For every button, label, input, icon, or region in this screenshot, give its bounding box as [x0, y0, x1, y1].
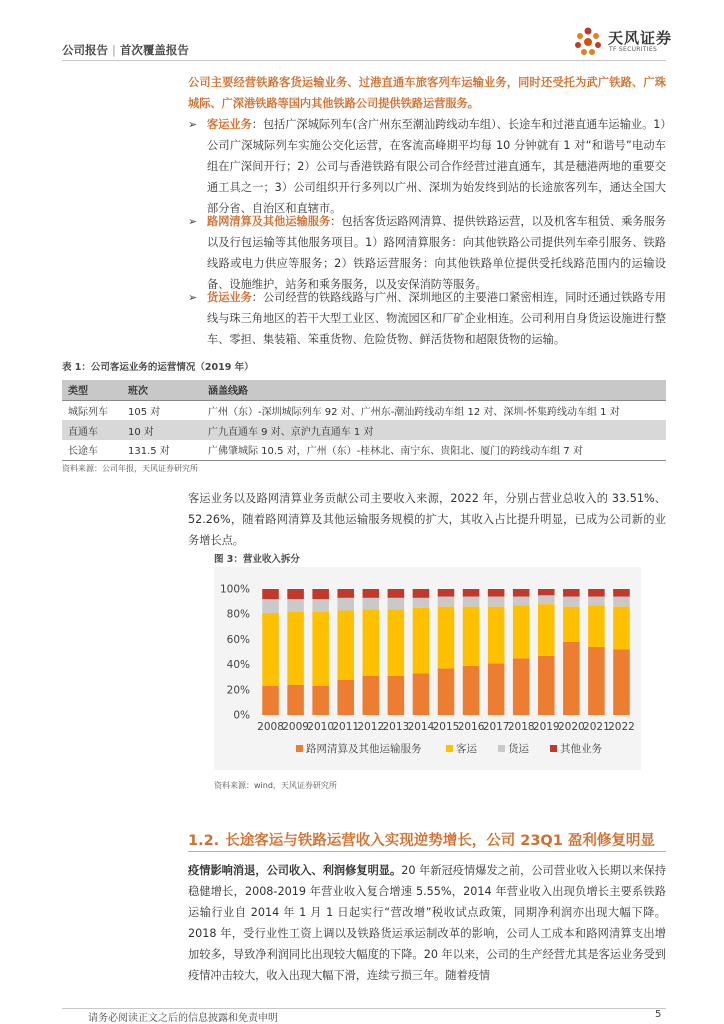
x-tick-label: 2022 [608, 721, 635, 733]
bar-segment [262, 589, 279, 599]
bar-segment [563, 597, 580, 607]
y-tick-label: 80% [226, 608, 250, 621]
bar-segment [388, 676, 405, 715]
bullet-lead: 客运业务 [207, 118, 252, 131]
intro-paragraph: 公司主要经营铁路客货运输业务、过港直通车旅客列车运输业务，同时还受托为武广铁路、广珠城际、广深港铁路等国内其他铁路公司提供铁路运营服务。 [188, 76, 666, 110]
bar-segment [538, 656, 555, 715]
section-number: 1.2. [188, 833, 220, 849]
bar-segment [363, 598, 380, 609]
x-tick-label: 2010 [307, 721, 335, 733]
report-subcategory: 首次覆盖报告 [119, 43, 189, 57]
x-tick-label: 2017 [482, 721, 510, 733]
bar-segment [488, 607, 505, 664]
x-tick-label: 2013 [382, 721, 410, 733]
legend-swatch [550, 745, 557, 752]
x-tick-label: 2019 [532, 721, 560, 733]
table-cell: 直通车 [62, 420, 122, 440]
bar-segment [513, 589, 530, 597]
legend-label: 客运 [456, 743, 477, 755]
bar-segment [613, 649, 630, 715]
bar-segment [563, 642, 580, 715]
bar-segment [388, 598, 405, 609]
bar-segment [388, 609, 405, 676]
table-header-cell: 类型 [62, 380, 122, 400]
bar-segment [488, 597, 505, 607]
bar-segment [413, 598, 430, 608]
bar-segment [312, 599, 329, 612]
report-category: 公司报告 [62, 43, 108, 57]
section-heading [188, 829, 655, 850]
passenger-operations-table [62, 380, 666, 461]
legend-label: 其他业务 [560, 743, 602, 755]
bar-segment [363, 609, 380, 676]
bullet-arrow-icon: ➢ [188, 118, 198, 131]
logo-flower-icon [571, 24, 605, 58]
legend-label: 路网清算及其他运输服务 [306, 743, 422, 755]
x-tick-label: 2018 [507, 721, 535, 733]
legend-swatch [498, 745, 505, 752]
bar-segment [438, 607, 455, 669]
figure-title: 图 3：营业收入拆分 [214, 554, 300, 565]
bar-segment [538, 589, 555, 595]
bar-segment [337, 680, 354, 715]
bar-segment [513, 597, 530, 606]
bar-segment [363, 589, 380, 598]
bullet-arrow-icon: ➢ [188, 291, 198, 304]
report-type-header [62, 42, 189, 58]
bar-segment [588, 597, 605, 606]
bar-segment [488, 589, 505, 597]
header-divider [62, 60, 666, 61]
y-tick-label: 40% [226, 659, 250, 672]
bar-segment [513, 658, 530, 715]
x-tick-label: 2012 [357, 721, 385, 733]
bar-segment [613, 607, 630, 650]
table-cell: 105 对 [122, 400, 202, 420]
bar-segment [563, 589, 580, 597]
bar-segment [413, 589, 430, 598]
paragraph-lead: 疫情影响消退，公司收入、利润修复明显。 [188, 864, 402, 877]
bar-segment [312, 612, 329, 686]
table-row [62, 420, 666, 440]
table-header-row [62, 380, 666, 400]
bar-segment [463, 589, 480, 597]
x-tick-label: 2015 [432, 721, 460, 733]
page-number: 5 [655, 1009, 662, 1020]
bullet-text: ：包括客货运路网清算、提供铁路运营，以及机客车租赁、乘务服务以及行包运输等其他服务项目。1）路网清算服务：向其他铁路公司提供列车牵引服务、铁路线路或电力供应等服务；2）铁路运营服务：向其他铁路单位提供受托线路范围内的运输设备、设施维护，站务和乘务服务，以及安保消防等服务。 [207, 215, 666, 291]
chart-canvas [214, 567, 641, 770]
bullet-text: ：公司经营的铁路线路与广州、深圳地区的主要港口紧密相连，同时还通过铁路专用线与珠三角地区的若干大型工业区、物流园区和厂矿企业相连。公司利用自身货运设施进行整车、零担、集装箱、笨重货物、危险货物、鲜活货物和超限货物的运输。 [207, 291, 666, 346]
footer-disclaimer: 请务必阅读正文之后的信息披露和免责申明 [88, 1013, 278, 1024]
x-tick-label: 2008 [257, 721, 284, 733]
bar-segment [463, 597, 480, 607]
section-divider [188, 851, 666, 852]
tf-securities-logo [571, 24, 673, 58]
bar-segment [262, 599, 279, 613]
bar-segment [312, 686, 329, 715]
logo-english-name: TF SECURITIES [609, 46, 658, 53]
x-tick-label: 2009 [282, 721, 309, 733]
bar-segment [262, 686, 279, 715]
recovery-paragraph [188, 860, 666, 986]
bar-segment [438, 668, 455, 715]
table-header-cell: 班次 [122, 380, 202, 400]
x-tick-label: 2011 [332, 721, 360, 733]
y-tick-label: 20% [226, 684, 250, 697]
bullet-arrow-icon: ➢ [188, 215, 198, 228]
bar-segment [488, 663, 505, 715]
bar-segment [438, 589, 455, 597]
revenue-breakdown-chart [214, 567, 641, 770]
section-title: 长途客运与铁路运营收入实现逆势增长，公司 23Q1 盈利修复明显 [225, 833, 655, 849]
table-source: 资料来源：公司年报，天风证券研究所 [62, 464, 198, 473]
bar-segment [438, 597, 455, 607]
bar-segment [463, 607, 480, 666]
table-cell: 城际列车 [62, 400, 122, 420]
bar-segment [287, 599, 304, 612]
bar-segment [337, 589, 354, 598]
table-row [62, 440, 666, 460]
paragraph-text: 20 年新冠疫情爆发之前，公司营业收入长期以来保持稳健增长，2008-2019 年营业收入复合增速 5.55%，2014 年营业收入出现负增长主要系铁路运输行业自 2014 年 1 月 1 日起实行“营改增”税收试点政策，同期净利润亦出现大幅下降。2018 年，受行业性工资上调以及铁路货运承运制改革的影响，公司人工成本和路网清算支出增加较多，导致净利润同比出现较大幅度的下降。20 年以来，公司的生产经营尤其是客运业务受到疫情冲击较大，收入出现大幅下滑，连续亏损三年。随着疫情 [188, 864, 666, 982]
bar-segment [337, 610, 354, 679]
legend-swatch [446, 745, 453, 752]
table-cell: 广州（东）-深圳城际列车 92 对、广州东-潮汕跨线动车组 12 对、深圳-怀集跨线动车组 1 对 [202, 400, 666, 420]
bar-segment [388, 589, 405, 598]
table-cell: 131.5 对 [122, 440, 202, 460]
bar-segment [363, 676, 380, 715]
x-tick-label: 2021 [583, 721, 610, 733]
y-tick-label: 100% [219, 583, 250, 596]
table-cell: 广佛肇城际 10.5 对，广州（东）-桂林北、南宁东、贵阳北、厦门的跨线动车组 7 对 [202, 440, 666, 460]
bar-segment [563, 607, 580, 642]
bar-segment [287, 612, 304, 685]
y-tick-label: 0% [233, 709, 250, 722]
bar-segment [613, 589, 630, 597]
bar-segment [287, 589, 304, 599]
bar-segment [588, 605, 605, 647]
bar-segment [463, 666, 480, 715]
table-title: 表 1：公司客运业务的运营情况（2019 年） [62, 362, 254, 373]
bar-segment [538, 604, 555, 656]
bar-segment [287, 685, 304, 715]
legend-label: 货运 [508, 743, 529, 755]
bullet-lead: 货运业务 [207, 291, 252, 304]
bar-segment [538, 595, 555, 604]
bar-segment [337, 598, 354, 611]
table-cell: 广九直通车 9 对、京沪九直通车 1 对 [202, 420, 666, 440]
x-tick-label: 2016 [457, 721, 485, 733]
x-tick-label: 2020 [557, 721, 585, 733]
bar-segment [588, 589, 605, 597]
logo-chinese-name: 天风证券 [608, 29, 673, 47]
table-cell: 长途车 [62, 440, 122, 460]
y-tick-label: 60% [226, 633, 250, 646]
header-separator: | [112, 43, 116, 57]
legend-swatch [296, 745, 303, 752]
bar-segment [413, 673, 430, 715]
bar-segment [413, 608, 430, 674]
bar-segment [588, 647, 605, 715]
bar-segment [262, 613, 279, 686]
bar-segment [312, 589, 329, 599]
table-cell: 10 对 [122, 420, 202, 440]
bullet-lead: 路网清算及其他运输服务 [207, 215, 331, 228]
bar-segment [613, 597, 630, 607]
bar-segment [513, 605, 530, 658]
figure-source: 资料来源：wind，天风证券研究所 [214, 781, 337, 790]
revenue-share-paragraph: 客运业务以及路网清算业务贡献公司主要收入来源，2022 年，分别占营业总收入的 33.51%、52.26%，随着路网清算及其他运输服务规模的扩大，其收入占比提升明显，已成为公司新的业务增长点。 [188, 492, 666, 547]
table-header-cell: 涵盖线路 [202, 380, 666, 400]
bullet-text: ：包括广深城际列车(含广州东至潮汕跨线动车组）、长途车和过港直通车运输业。1）公司广深城际列车实施公交化运营，在客流高峰期平均每 10 分钟就有 1 对“和谐号”电动车组在广深间开行；2）公司与香港铁路有限公司合作经营过港直通车，其是穗港两地的重要交通工具之一；3）公司组织开行多列以广州、深圳为始发终到站的长途旅客列车，通达全国大部分省、自治区和直辖市。 [207, 118, 666, 215]
x-tick-label: 2014 [407, 721, 435, 733]
table-row [62, 400, 666, 420]
